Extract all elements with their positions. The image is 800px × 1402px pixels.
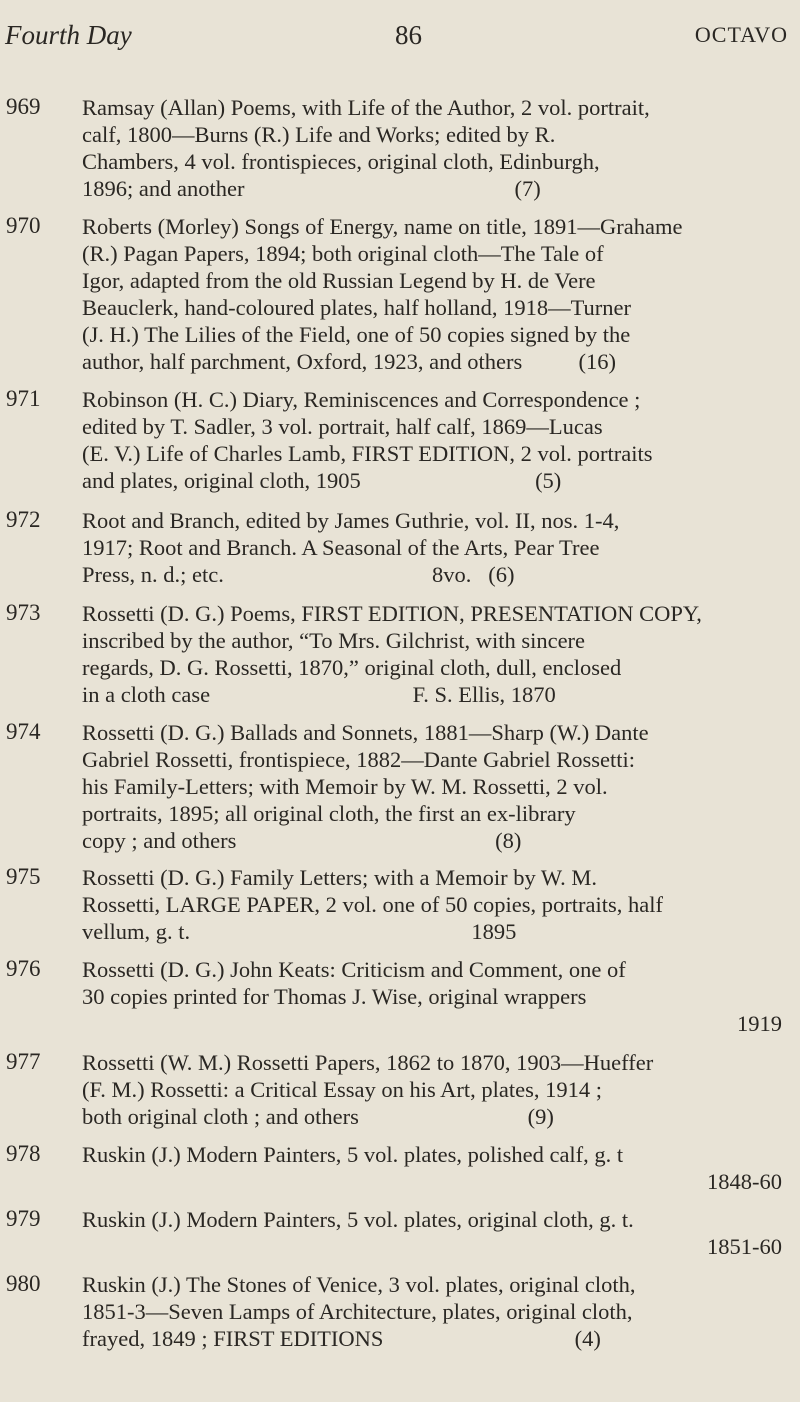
lot-description <box>82 719 782 854</box>
lot-description <box>82 1141 782 1195</box>
lot-line: both original cloth ; and others (9) <box>82 1104 554 1129</box>
lot-number: 971 <box>6 386 41 411</box>
lot-description <box>82 386 782 494</box>
lot-line: Press, n. d.; etc. 8vo. (6) <box>82 562 515 587</box>
lot-line: inscribed by the author, “To Mrs. Gilchrist, with sincere <box>82 628 586 653</box>
lot-description <box>82 600 782 708</box>
lot-number: 978 <box>6 1141 41 1166</box>
lot-date: 1919 <box>737 1011 782 1036</box>
lot-line: 1851-3—Seven Lamps of Architecture, plates, original cloth, <box>82 1299 633 1324</box>
lot-description <box>82 1049 782 1130</box>
lot-line: and plates, original cloth, 1905 (5) <box>82 468 562 493</box>
lot-line: frayed, 1849 ; FIRST EDITIONS (4) <box>82 1326 601 1351</box>
running-header <box>0 20 800 60</box>
lot-number: 979 <box>6 1206 41 1231</box>
lot-line: (E. V.) Life of Charles Lamb, FIRST EDITION, 2 vol. portraits <box>82 441 653 466</box>
lot-description <box>82 864 782 945</box>
lot-line: Rossetti (D. G.) Family Letters; with a Memoir by W. M. <box>82 865 597 890</box>
lot-date: 1848-60 <box>707 1169 782 1194</box>
lot-line: edited by T. Sadler, 3 vol. portrait, half calf, 1869—Lucas <box>82 414 603 439</box>
lot-line: Gabriel Rossetti, frontispiece, 1882—Dante Gabriel Rossetti: <box>82 747 636 772</box>
lot-date: 1851-60 <box>707 1234 782 1259</box>
lot-description <box>82 213 782 375</box>
lot-line: regards, D. G. Rossetti, 1870,” original cloth, dull, enclosed <box>82 655 622 680</box>
lot-line: Chambers, 4 vol. frontispieces, original cloth, Edinburgh, <box>82 149 600 174</box>
lot-line: vellum, g. t. 1895 <box>82 919 517 944</box>
lot-line: Rossetti (D. G.) John Keats: Criticism and Comment, one of <box>82 957 626 982</box>
page-number: 86 <box>395 20 422 50</box>
lot-number: 975 <box>6 864 41 889</box>
lot-line: Ruskin (J.) Modern Painters, 5 vol. plates, original cloth, g. t. <box>82 1207 634 1232</box>
lot-line: Roberts (Morley) Songs of Energy, name on title, 1891—Grahame <box>82 214 683 239</box>
lot-number: 980 <box>6 1271 41 1296</box>
lot-description <box>82 507 782 588</box>
lot-line: copy ; and others (8) <box>82 828 522 853</box>
lot-number: 977 <box>6 1049 41 1074</box>
day-heading: Fourth Day <box>5 20 132 50</box>
lot-line: his Family-Letters; with Memoir by W. M. Rossetti, 2 vol. <box>82 774 608 799</box>
lot-line: Rossetti, LARGE PAPER, 2 vol. one of 50 copies, portraits, half <box>82 892 664 917</box>
format-heading: OCTAVO <box>694 22 788 47</box>
lot-description <box>82 94 782 202</box>
lot-line: (R.) Pagan Papers, 1894; both original cloth—The Tale of <box>82 241 604 266</box>
lot-line: author, half parchment, Oxford, 1923, and others (16) <box>82 349 616 374</box>
lot-line: Beauclerk, hand-coloured plates, half holland, 1918—Turner <box>82 295 632 320</box>
lot-number: 974 <box>6 719 41 744</box>
lot-line: Igor, adapted from the old Russian Legend by H. de Vere <box>82 268 596 293</box>
lot-line: Root and Branch, edited by James Guthrie, vol. II, nos. 1-4, <box>82 508 620 533</box>
lot-description <box>82 1271 782 1352</box>
lot-description <box>82 956 782 1037</box>
lot-number: 973 <box>6 600 41 625</box>
lot-line: Robinson (H. C.) Diary, Reminiscences and Correspondence ; <box>82 387 641 412</box>
lot-line: Rossetti (W. M.) Rossetti Papers, 1862 to 1870, 1903—Hueffer <box>82 1050 654 1075</box>
lot-line: Rossetti (D. G.) Poems, FIRST EDITION, PRESENTATION COPY, <box>82 601 702 626</box>
lot-line: (J. H.) The Lilies of the Field, one of 50 copies signed by the <box>82 322 631 347</box>
lot-line: Ruskin (J.) The Stones of Venice, 3 vol. plates, original cloth, <box>82 1272 636 1297</box>
lot-line: portraits, 1895; all original cloth, the first an ex-library <box>82 801 576 826</box>
lot-number: 976 <box>6 956 41 981</box>
lot-line: Ramsay (Allan) Poems, with Life of the Author, 2 vol. portrait, <box>82 95 650 120</box>
lot-line: Ruskin (J.) Modern Painters, 5 vol. plates, polished calf, g. t <box>82 1142 624 1167</box>
lot-number: 970 <box>6 213 41 238</box>
lot-line: in a cloth case F. S. Ellis, 1870 <box>82 682 556 707</box>
lot-line: 1917; Root and Branch. A Seasonal of the Arts, Pear Tree <box>82 535 600 560</box>
lot-number: 969 <box>6 94 41 119</box>
lot-line: (F. M.) Rossetti: a Critical Essay on his Art, plates, 1914 ; <box>82 1077 603 1102</box>
lot-description <box>82 1206 782 1260</box>
lot-line: Rossetti (D. G.) Ballads and Sonnets, 1881—Sharp (W.) Dante <box>82 720 649 745</box>
lot-line: 1896; and another (7) <box>82 176 541 201</box>
lot-line: calf, 1800—Burns (R.) Life and Works; edited by R. <box>82 122 556 147</box>
lot-line: 30 copies printed for Thomas J. Wise, original wrappers <box>82 984 587 1009</box>
lot-number: 972 <box>6 507 41 532</box>
